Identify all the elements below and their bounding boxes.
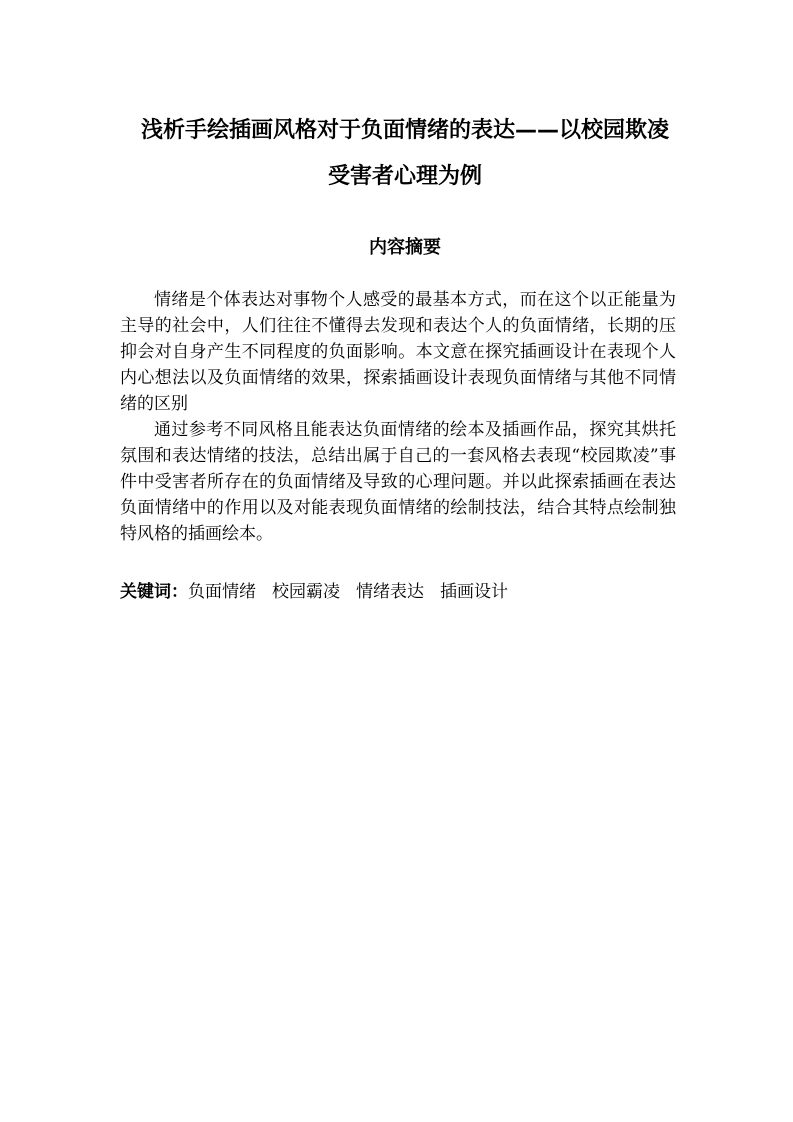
paper-title-line-1: 浅析手绘插画风格对于负面情绪的表达——以校园欺凌: [140, 118, 669, 143]
abstract-paragraph-1: 情绪是个体表达对事物个人感受的最基本方式，而在这个以正能量为主导的社会中，人们往往不懂得去发现和表达个人的负面情绪，长期的压抑会对自身产生不同程度的负面影响。本文意在探究插画设计在表现个人内心想法以及负面情绪的效果，探索插画设计表现负面情绪与其他不同情绪的区别: [120, 290, 676, 414]
keyword-item: 负面情绪: [188, 582, 256, 602]
keywords-line: [120, 579, 676, 605]
abstract-heading: 内容摘要: [369, 237, 441, 258]
keywords-label: 关键词：: [120, 582, 188, 602]
paper-title-line-2: 受害者心理为例: [327, 164, 482, 189]
keyword-item: 校园霸凌: [272, 582, 340, 602]
keyword-item: 插画设计: [440, 582, 508, 602]
keyword-item: 情绪表达: [356, 582, 424, 602]
abstract-paragraph-2: 通过参考不同风格且能表达负面情绪的绘本及插画作品，探究其烘托氛围和表达情绪的技法，总结出属于自己的一套风格去表现“校园欺凌”事件中受害者所存在的负面情绪及导致的心理问题。并以此探索插画在表达负面情绪中的作用以及对能表现负面情绪的绘制技法，结合其特点绘制独特风格的插画绘本。: [120, 420, 676, 544]
abstract-body: [120, 287, 676, 547]
